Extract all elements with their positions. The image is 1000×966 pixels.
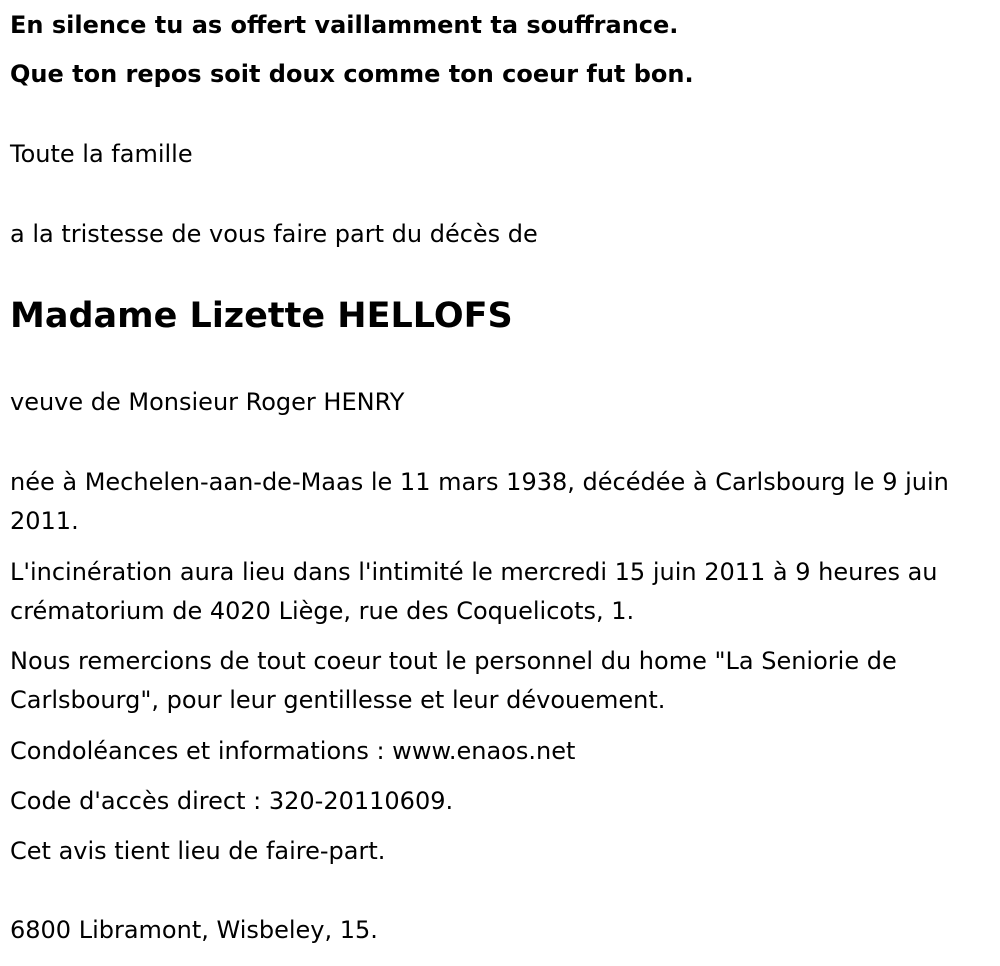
deceased-name: Madame Lizette HELLOFS [10, 296, 513, 336]
intro-line: a la tristesse de vous faire part du décès de [10, 220, 538, 248]
quote-line-2: Que ton repos soit doux comme ton coeur fut bon. [10, 60, 694, 88]
quote-line-1: En silence tu as offert vaillamment ta souffrance. [10, 11, 679, 39]
birth-death-paragraph: née à Mechelen-aan-de-Maas le 11 mars 1938, décédée à Carlsbourg le 9 juin 2011. [10, 468, 949, 535]
access-code-line: Code d'accès direct : 320-20110609. [10, 787, 454, 815]
ceremony-paragraph: L'incinération aura lieu dans l'intimité le mercredi 15 juin 2011 à 9 heures au crématorium de 4020 Liège, rue des Coquelicots, 1. [10, 558, 938, 625]
notice-line: Cet avis tient lieu de faire-part. [10, 837, 386, 865]
condolences-line: Condoléances et informations : www.enaos.net [10, 737, 576, 765]
address-line: 6800 Libramont, Wisbeley, 15. [10, 916, 378, 944]
thanks-paragraph: Nous remercions de tout coeur tout le personnel du home "La Seniorie de Carlsbourg", pour leur gentillesse et leur dévouement. [10, 647, 897, 714]
widow-of-line: veuve de Monsieur Roger HENRY [10, 388, 405, 416]
family-line: Toute la famille [10, 140, 193, 168]
